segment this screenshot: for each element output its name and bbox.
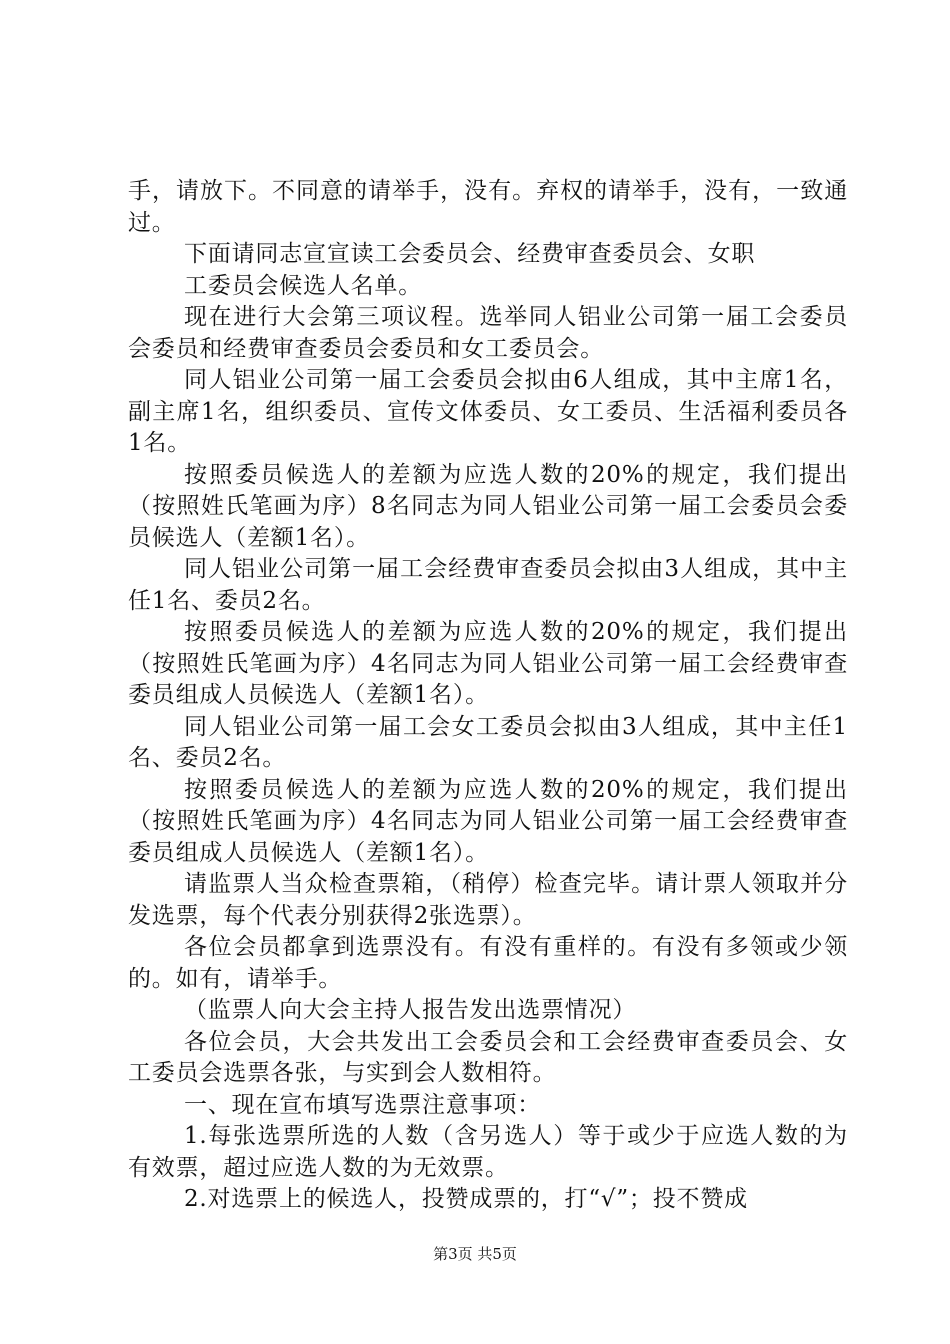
paragraph: 一、现在宣布填写选票注意事项： (184, 1091, 541, 1118)
paragraph: 按照委员候选人的差额为应选人数的20%的规定，我们提出（按照姓氏笔画为序）4名同志为同人铝业公司第一届工会经费审查委员组成人员候选人（差额1名）。 (128, 619, 848, 708)
paragraph: 下面请同志宣宣读工会委员会、经费审查委员会、女职 (184, 241, 756, 267)
paragraph: 请监票人当众检查票箱，（稍停）检查完毕。请计票人领取并分发选票，每个代表分别获得2张选票）。 (128, 871, 848, 929)
paragraph: 手，请放下。不同意的请举手，没有。弃权的请举手，没有，一致通过。 (128, 178, 848, 236)
paragraph: 按照委员候选人的差额为应选人数的20%的规定，我们提出（按照姓氏笔画为序）4名同志为同人铝业公司第一届工会经费审查委员组成人员候选人（差额1名）。 (128, 776, 848, 866)
paragraph: 同人铝业公司第一届工会委员会拟由6人组成，其中主席1名，副主席1名，组织委员、宣传文体委员、女工委员、生活福利委员各1名。 (128, 367, 848, 456)
paragraph: 工委员会候选人名单。 (184, 272, 422, 299)
paragraph: 各位会员，大会共发出工会委员会和工会经费审查委员会、女工委员会选票各张，与实到会人数相符。 (128, 1028, 848, 1086)
document-body (128, 176, 848, 1216)
paragraph: 同人铝业公司第一届工会经费审查委员会拟由3人组成，其中主任1名、委员2名。 (128, 556, 848, 614)
paragraph: 现在进行大会第三项议程。选举同人铝业公司第一届工会委员会委员和经费审查委员会委员和女工委员会。 (128, 304, 848, 362)
paragraph: 按照委员候选人的差额为应选人数的20%的规定，我们提出（按照姓氏笔画为序）8名同志为同人铝业公司第一届工会委员会委员候选人（差额1名）。 (128, 461, 848, 551)
paragraph: （监票人向大会主持人报告发出选票情况） (184, 997, 637, 1023)
paragraph: 各位会员都拿到选票没有。有没有重样的。有没有多领或少领的。如有，请举手。 (128, 934, 848, 992)
page-number-footer: 第3页 共5页 (433, 1245, 517, 1263)
paragraph: 同人铝业公司第一届工会女工委员会拟由3人组成，其中主任1名、委员2名。 (128, 713, 848, 771)
paragraph: 1.每张选票所选的人数（含另选人）等于或少于应选人数的为有效票，超过应选人数的为无效票。 (128, 1123, 848, 1181)
paragraph: 2.对选票上的候选人，投赞成票的，打“√”；投不赞成 (184, 1186, 748, 1212)
